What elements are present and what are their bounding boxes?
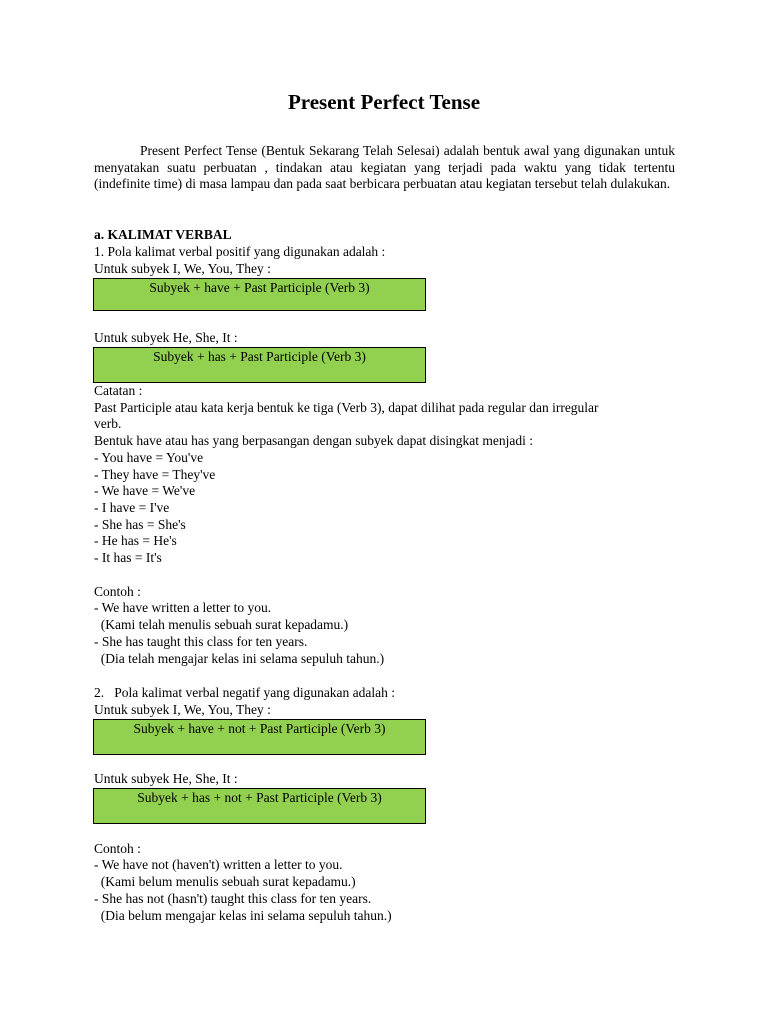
formula-box-negative-singular: [93, 788, 426, 824]
example-line: - We have not (haven't) written a letter to you.: [94, 857, 343, 872]
examples-label: Contoh :: [94, 584, 141, 599]
formula-text: Subyek + has + not + Past Participle (Verb 3): [137, 790, 382, 805]
contraction-item: - We have = We've: [94, 483, 196, 498]
contraction-item: - You have = You've: [94, 450, 204, 465]
contraction-item: - I have = I've: [94, 500, 170, 515]
contraction-item: - It has = It's: [94, 550, 162, 565]
notes-line: Bentuk have atau has yang berpasangan dengan subyek dapat disingkat menjadi :: [94, 433, 533, 448]
example-line: - We have written a letter to you.: [94, 600, 272, 615]
contraction-item: - They have = They've: [94, 467, 216, 482]
example-translation: (Dia belum mengajar kelas ini selama sepuluh tahun.): [94, 908, 392, 923]
intro-text: Present Perfect Tense (Bentuk Sekarang Telah Selesai) adalah bentuk awal yang digunakan untuk menyatakan suatu perbuatan , tindakan atau kegiatan yang terjadi pada waktu yang tidak tertentu (indefinite time) di masa lampau dan pada saat berbicara perbuatan atau kegiatan tersebut telah dulakukan.: [94, 143, 675, 192]
notes-label: Catatan :: [94, 383, 143, 398]
examples-label: Contoh :: [94, 841, 141, 856]
section-heading-verbal: a. KALIMAT VERBAL: [94, 227, 232, 242]
formula-text: Subyek + have + not + Past Participle (Verb 3): [133, 721, 386, 736]
positive-pattern-heading: 1. Pola kalimat verbal positif yang digunakan adalah :: [94, 244, 386, 259]
formula-box-positive-plural: [93, 278, 426, 311]
negative-subject-singular: Untuk subyek He, She, It :: [94, 771, 238, 786]
contraction-item: - He has = He's: [94, 533, 177, 548]
example-line: - She has not (hasn't) taught this class for ten years.: [94, 891, 372, 906]
notes-line: Past Participle atau kata kerja bentuk ke tiga (Verb 3), dapat dilihat pada regular dan irregular: [94, 400, 599, 415]
example-translation: (Kami belum menulis sebuah surat kepadamu.): [94, 874, 356, 889]
contraction-item: - She has = She's: [94, 517, 186, 532]
example-translation: (Kami telah menulis sebuah surat kepadamu.): [94, 617, 349, 632]
formula-box-negative-plural: [93, 719, 426, 755]
positive-subject-singular: Untuk subyek He, She, It :: [94, 330, 238, 345]
intro-paragraph: [94, 143, 675, 193]
example-translation: (Dia telah mengajar kelas ini selama sepuluh tahun.): [94, 651, 385, 666]
page-title: Present Perfect Tense: [287, 90, 481, 114]
positive-subject-plural: Untuk subyek I, We, You, They :: [94, 261, 271, 276]
example-line: - She has taught this class for ten years.: [94, 634, 308, 649]
notes-line: verb.: [94, 416, 122, 431]
formula-text: Subyek + have + Past Participle (Verb 3): [149, 280, 370, 295]
negative-subject-plural: Untuk subyek I, We, You, They :: [94, 702, 271, 717]
formula-box-positive-singular: [93, 347, 426, 383]
formula-text: Subyek + has + Past Participle (Verb 3): [153, 349, 366, 364]
negative-pattern-heading: 2. Pola kalimat verbal negatif yang digunakan adalah :: [94, 685, 396, 700]
